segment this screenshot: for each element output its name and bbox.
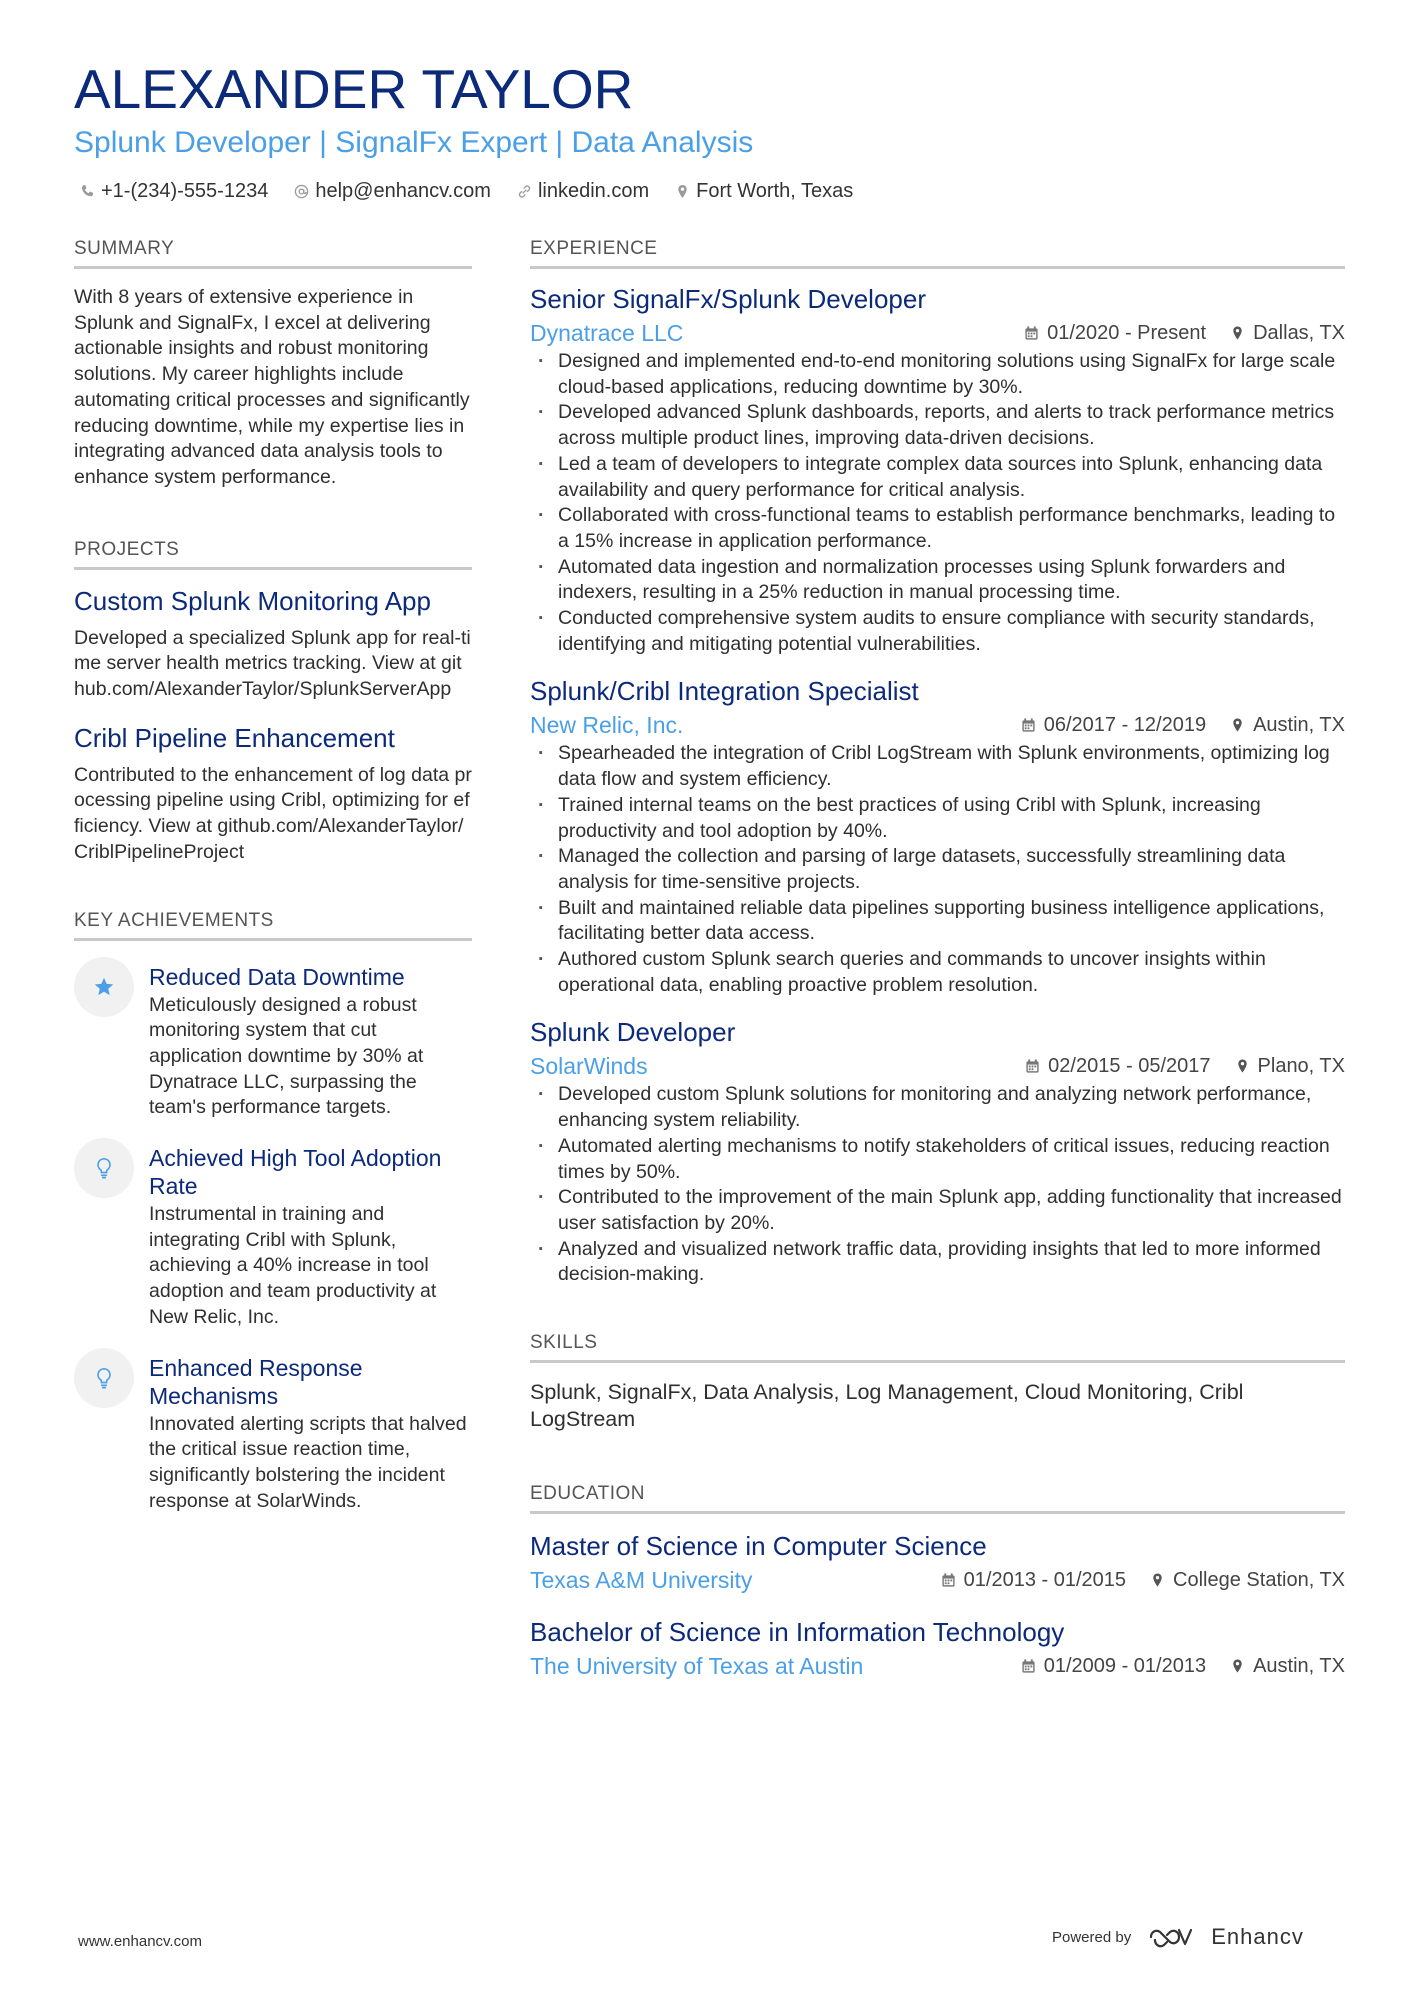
achievement-description: Innovated alerting scripts that halved the critical issue reaction time, significantly bolstering the incident response at SolarWinds. [149,1412,467,1512]
job-meta [530,319,1345,347]
enhancv-logo-icon [1147,1924,1195,1950]
job-dates-text: 06/2017 - 12/2019 [1043,713,1207,736]
star-icon [93,976,115,998]
linkedin-text: linkedin.com [537,180,650,202]
job-bullet: · Managed the collection and parsing of large datasets, successfully streamlining data analysis for time-sensitive projects. [530,844,1345,895]
degree-title: Master of Science in Computer Science [530,1531,987,1562]
job-bullet: · Designed and implemented end-to-end monitoring solutions using SignalFx for large scale cloud-based applications, reducing downtime by 30%. [530,349,1345,400]
achievement-description: Instrumental in training and integrating Cribl with Splunk, achieving a 40% increase in tool adoption and team productivity at New Relic, Inc. [149,1203,437,1328]
job-bullet: · Analyzed and visualized network traffic data, providing insights that led to more informed decision-making. [530,1237,1345,1288]
phone-text: +1-(234)-555-1234 [101,180,269,202]
achievement-description: Meticulously designed a robust monitoring system that cut application downtime by 30% at Dynatrace LLC, surpassing the team's performance targets. [149,993,424,1119]
company-name: New Relic, Inc. [530,712,684,739]
job-entry [530,1016,1345,1288]
location-pin-icon [1150,1572,1165,1588]
projects-heading: PROJECTS [74,539,472,570]
skills-heading: SKILLS [530,1332,1345,1363]
job-bullet: · Automated alerting mechanisms to notify stakeholders of critical issues, reducing reaction times by 50%. [530,1134,1345,1185]
achievement-item [74,1144,472,1331]
job-bullet: · Built and maintained reliable data pipelines supporting business intelligence applications, facilitating better data access. [530,896,1345,947]
education-dates [941,1569,1126,1592]
education-dates-text: 01/2009 - 01/2013 [1043,1654,1207,1677]
experience-heading: EXPERIENCE [530,238,1345,269]
company-name: SolarWinds [530,1053,648,1080]
link-icon [517,184,532,199]
school-name: Texas A&M University [530,1567,753,1594]
contact-linkedin[interactable] [517,179,649,203]
job-location [1230,714,1345,737]
calendar-icon [1024,325,1039,341]
project-title: Cribl Pipeline Enhancement [74,722,395,753]
job-bullets [530,1082,1345,1288]
job-title: Splunk Developer [530,1017,736,1048]
job-meta-right [1021,714,1345,737]
summary-heading: SUMMARY [74,238,472,269]
job-bullet: · Led a team of developers to integrate complex data sources into Splunk, enhancing data availability and query performance for critical analysis. [530,452,1345,503]
contact-email[interactable] [294,179,491,203]
job-location-text: Dallas, TX [1253,321,1345,344]
job-bullet: · Developed custom Splunk solutions for monitoring and analyzing network performance, enhancing system reliability. [530,1082,1345,1133]
location-pin-icon [675,184,690,199]
education-location [1150,1569,1345,1592]
project-description: Contributed to the enhancement of log data processing pipeline using Cribl, optimizing for efficiency. View at github.com/AlexanderTaylor/CriblPipelineProject [74,763,472,863]
education-location-text: Austin, TX [1253,1654,1345,1677]
job-dates-text: 01/2020 - Present [1047,321,1207,344]
education-meta [530,1566,1345,1594]
achievement-icon-badge [74,1348,134,1408]
job-title: Senior SignalFx/Splunk Developer [530,284,926,314]
achievement-icon-badge [74,957,134,1017]
project-item [74,723,472,866]
job-bullet: · Contributed to the improvement of the main Splunk app, adding functionality that increased user satisfaction by 20%. [530,1185,1345,1236]
education-entry [530,1616,1345,1680]
job-bullets [530,741,1345,998]
education-location-text: College Station, TX [1173,1568,1345,1591]
job-entry [530,283,1345,657]
calendar-icon [1021,717,1036,733]
job-bullet: · Spearheaded the integration of Cribl LogStream with Splunk environments, optimizing log data flow and system efficiency. [530,741,1345,792]
lightbulb-icon [94,1367,114,1389]
job-dates-text: 02/2015 - 05/2017 [1048,1054,1211,1077]
school-name: The University of Texas at Austin [530,1653,864,1680]
contact-location [675,179,853,203]
education-meta-right [1021,1655,1345,1678]
job-bullet: · Automated data ingestion and normalization processes using Splunk forwarders and indexers, resulting in a 25% reduction in manual processing time. [530,555,1345,606]
location-pin-icon [1230,1658,1245,1674]
project-title: Custom Splunk Monitoring App [74,585,431,616]
job-dates [1024,322,1206,345]
education-location [1230,1655,1345,1678]
calendar-icon [1021,1658,1036,1674]
education-meta [530,1652,1345,1680]
right-column [530,238,1345,1702]
job-bullet: · Trained internal teams on the best practices of using Cribl with Splunk, increasing productivity and tool adoption by 40%. [530,793,1345,844]
job-dates [1021,714,1206,737]
job-meta [530,711,1345,739]
footer-website[interactable]: www.enhancv.com [78,1933,202,1950]
location-pin-icon [1230,717,1245,733]
job-bullet: · Collaborated with cross-functional teams to establish performance benchmarks, leading to a 15% increase in application performance. [530,503,1345,554]
phone-icon [80,184,95,199]
achievement-title: Reduced Data Downtime [149,963,405,990]
project-description: Developed a specialized Splunk app for real-time server health metrics tracking. View at github.com/AlexanderTaylor/SplunkServerApp [74,626,471,701]
left-column [74,238,472,1537]
job-dates [1025,1055,1210,1078]
job-location-text: Plano, TX [1257,1054,1345,1077]
footer-branding [1052,1924,1304,1950]
lightbulb-icon [94,1157,114,1179]
job-location [1230,322,1345,345]
education-heading: EDUCATION [530,1483,1345,1514]
job-bullet: · Authored custom Splunk search queries and commands to uncover insights within operational data, enabling proactive problem resolution. [530,947,1345,998]
email-text: help@enhancv.com [315,180,491,202]
job-bullet: · Conducted comprehensive system audits to ensure compliance with security standards, identifying and mitigating potential vulnerabilities. [530,606,1345,657]
skills-text: Splunk, SignalFx, Data Analysis, Log Management, Cloud Monitoring, Cribl LogStream [530,1380,1244,1432]
achievement-item [74,963,472,1122]
contact-phone [80,179,268,203]
education-meta-right [941,1569,1345,1592]
achievements-heading: KEY ACHIEVEMENTS [74,910,472,941]
achievement-title: Enhanced Response Mechanisms [149,1354,363,1409]
job-bullet: · Developed advanced Splunk dashboards, reports, and alerts to track performance metrics across multiple product lines, improving data-driven decisions. [530,400,1345,451]
achievement-title: Achieved High Tool Adoption Rate [149,1145,442,1200]
summary-text: With 8 years of extensive experience in Splunk and SignalFx, I excel at delivering actionable insights and robust monitoring solutions. My career highlights include automating critical processes and significantly reducing downtime, while my expertise lies in integrating advanced data analysis tools to enhance system performance. [74,286,470,488]
job-meta [530,1052,1345,1080]
job-entry [530,675,1345,998]
calendar-icon [1025,1058,1040,1074]
education-dates [1021,1655,1206,1678]
achievement-item [74,1354,472,1515]
location-pin-icon [1230,325,1245,341]
education-entry [530,1530,1345,1594]
job-meta-right [1025,1055,1345,1078]
job-bullets [530,349,1345,657]
at-icon [294,184,309,199]
calendar-icon [941,1572,956,1588]
achievement-icon-badge [74,1138,134,1198]
candidate-title: Splunk Developer | SignalFx Expert | Data Analysis [74,126,754,159]
job-meta-right [1024,322,1345,345]
job-location [1235,1055,1345,1078]
brand-name: Enhancv [1211,1924,1304,1949]
candidate-name: ALEXANDER TAYLOR [74,58,634,120]
location-text: Fort Worth, Texas [696,180,854,202]
project-item [74,586,472,703]
job-location-text: Austin, TX [1253,713,1345,736]
degree-title: Bachelor of Science in Information Technology [530,1617,1065,1648]
powered-by-text: Powered by [1052,1928,1132,1946]
education-dates-text: 01/2013 - 01/2015 [963,1568,1127,1591]
company-name: Dynatrace LLC [530,320,684,346]
contact-bar [80,179,853,203]
location-pin-icon [1235,1058,1250,1074]
job-title: Splunk/Cribl Integration Specialist [530,676,919,707]
